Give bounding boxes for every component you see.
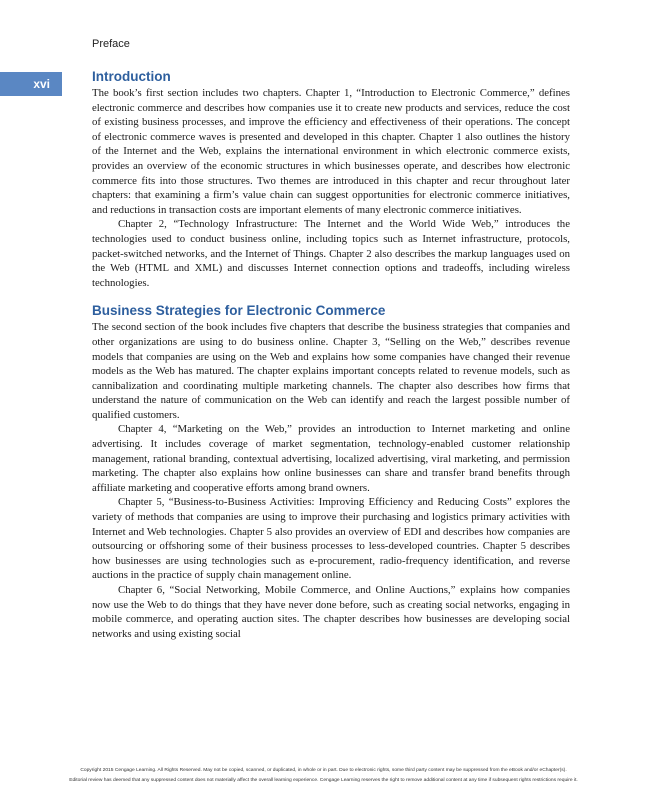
page-number-tab: xvi	[0, 72, 62, 96]
paragraph: Chapter 2, “Technology Infrastructure: The Internet and the World Wide Web,” introduces the technologies used to conduct business online, including topics such as Internet infrastructure, protocols, packet-switched networks, and the Internet of Things. Chapter 2 also describes the markup languages used on the Web (HTML and XML) and discusses Internet connection options and tradeoffs, including wireless technologies.	[92, 218, 570, 289]
section-introduction	[92, 68, 570, 290]
running-head: Preface	[92, 38, 130, 50]
section-business-strategies	[92, 302, 570, 641]
paragraph: The book’s first section includes two chapters. Chapter 1, “Introduction to Electronic Commerce,” defines electronic commerce and describes how companies use it to create new products and services, reduce the cost of existing business processes, and improve the efficiency and effectiveness of their operations. The concept of electronic commerce waves is presented and developed in this chapter. Chapter 1 also outlines the history of the Internet and the Web, explains the international environment in which electronic commerce exists, provides an overview of the economic structures in which businesses operate, and describes how electronic commerce fits into those structures. Two themes are introduced in this chapter and recur throughout later chapters: that examining a firm’s value chain can suggest opportunities for electronic commerce initiatives, and reductions in transaction costs are important elements of many electronic commerce initiatives.	[92, 87, 570, 216]
body-column	[92, 68, 570, 641]
paragraph: Chapter 4, “Marketing on the Web,” provides an introduction to Internet marketing and online advertising. It includes coverage of market segmentation, technology-enabled customer relationship management, rational branding, contextual advertising, localized advertising, viral marketing, and permission marketing. The chapter also explains how online businesses can share and transfer brand benefits through affiliate marketing and cooperative efforts among brand owners.	[92, 423, 570, 494]
section-heading-introduction: Introduction	[92, 69, 171, 84]
editorial-notice: Editorial review has deemed that any suppressed content does not materially affect the overall learning experience. Cengage Learning reserves the right to remove additional content at any time if subsequent rights restrictions require it.	[69, 778, 578, 783]
copyright-notice: Copyright 2015 Cengage Learning. All Rights Reserved. May not be copied, scanned, or duplicated, in whole or in part. Due to electronic rights, some third party content may be suppressed from the eBook and/or eChapter(s).	[80, 768, 567, 773]
paragraph: Chapter 6, “Social Networking, Mobile Commerce, and Online Auctions,” explains how companies now use the Web to do things that they have never done before, such as creating social networks, engaging in mobile commerce, and operating auction sites. The chapter describes how businesses are developing social networks and using existing social	[92, 584, 570, 640]
paragraph: The second section of the book includes five chapters that describe the business strategies that companies and other organizations are using to do business online. Chapter 3, “Selling on the Web,” describes revenue models that companies are using on the Web and explains how some companies have changed their revenue models as the Web has matured. The chapter explains important concepts related to revenue models, such as cannibalization and coordinating multiple marketing channels. The chapter also describes how firms that understand the nature of communication on the Web can identify and reach the largest possible number of qualified customers.	[92, 321, 570, 421]
section-heading-business-strategies: Business Strategies for Electronic Commerce	[92, 303, 386, 319]
paragraph: Chapter 5, “Business-to-Business Activities: Improving Efficiency and Reducing Costs” explores the variety of methods that companies are using to improve their purchasing and logistics primary activities with Internet and Web technologies. Chapter 5 also provides an overview of EDI and describes how companies are outsourcing or offshoring some of their business processes to less-developed countries. Chapter 5 describes how businesses are using technologies such as e-procurement, radio-frequency identification, and reverse auctions in the practice of supply chain management online.	[92, 496, 570, 582]
